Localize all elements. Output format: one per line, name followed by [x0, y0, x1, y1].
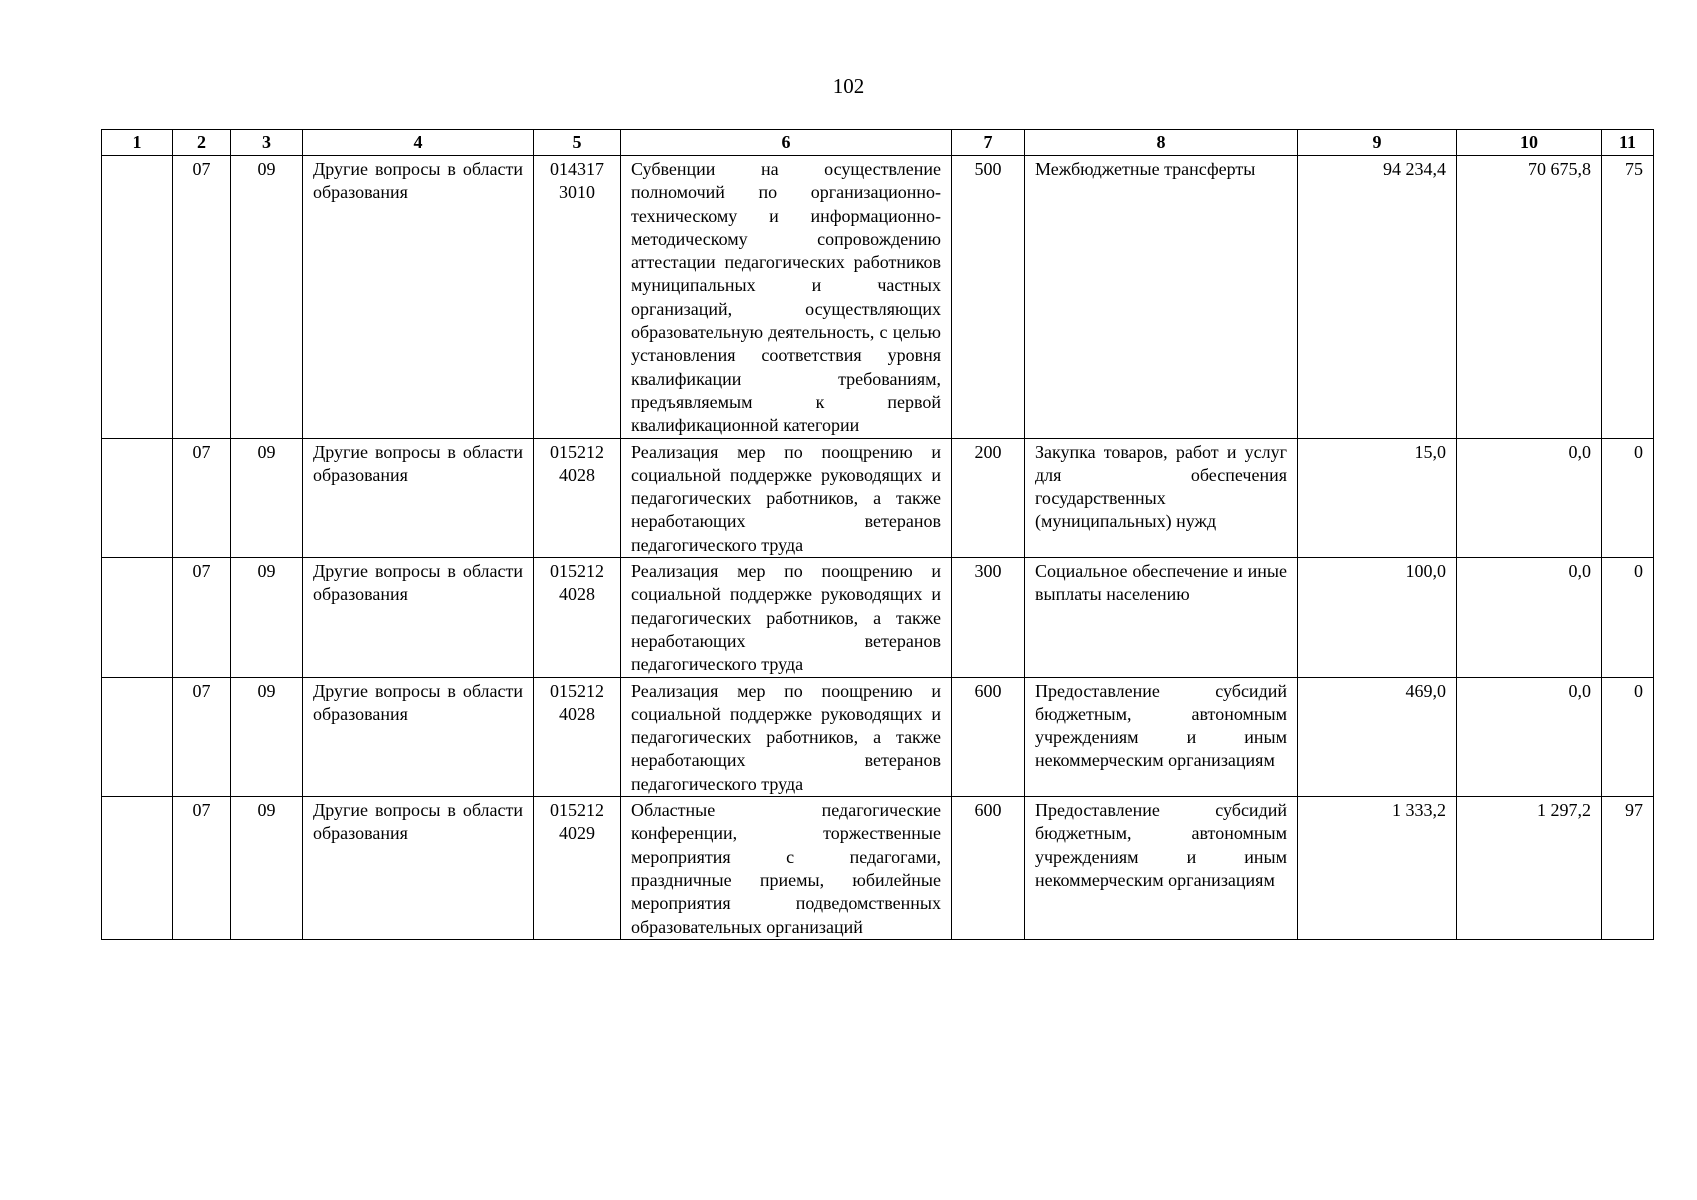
- cell-target-code: [534, 156, 621, 439]
- cell-target-code: [534, 558, 621, 677]
- code-part-2: 3010: [559, 182, 595, 203]
- cell-target-name: Реализация мер по поощрению и социальной поддержке руководящих и педагогических работников, а также неработающих ветеранов педагогического труда: [621, 558, 952, 677]
- cell-plan-amount: 94 234,4: [1298, 156, 1457, 439]
- cell-subsection-name: Другие вопросы в области образования: [303, 797, 534, 940]
- cell-col1: [102, 156, 173, 439]
- column-header: 6: [621, 130, 952, 156]
- cell-expense-type-code: 300: [952, 558, 1025, 677]
- cell-section: 07: [173, 677, 231, 796]
- cell-expense-type-code: 600: [952, 797, 1025, 940]
- code-part-1: 014317: [550, 159, 604, 179]
- cell-percent: 0: [1602, 677, 1654, 796]
- cell-subsection: 09: [231, 677, 303, 796]
- table-row: [102, 797, 1654, 940]
- code-part-1: 015212: [550, 680, 604, 701]
- cell-subsection-name: Другие вопросы в области образования: [303, 438, 534, 557]
- cell-percent: 75: [1602, 156, 1654, 439]
- cell-section: 07: [173, 558, 231, 677]
- cell-actual-amount: 0,0: [1457, 558, 1602, 677]
- cell-col1: [102, 558, 173, 677]
- cell-expense-type-code: 600: [952, 677, 1025, 796]
- cell-section: 07: [173, 438, 231, 557]
- column-header: 9: [1298, 130, 1457, 156]
- code-part-1: 015212: [550, 441, 604, 462]
- column-header: 10: [1457, 130, 1602, 156]
- cell-expense-type-name: Предоставление субсидий бюджетным, автономным учреждениям и иным некоммерческим организациям: [1025, 797, 1298, 940]
- table-row: [102, 677, 1654, 796]
- cell-col1: [102, 677, 173, 796]
- cell-target-code: [534, 677, 621, 796]
- cell-target-name: Реализация мер по поощрению и социальной поддержке руководящих и педагогических работников, а также неработающих ветеранов педагогического труда: [621, 438, 952, 557]
- cell-plan-amount: 1 333,2: [1298, 797, 1457, 940]
- table-row: [102, 558, 1654, 677]
- cell-target-code: [534, 797, 621, 940]
- cell-percent: 0: [1602, 438, 1654, 557]
- cell-subsection-name: Другие вопросы в области образования: [303, 558, 534, 677]
- cell-expense-type-name: Социальное обеспечение и иные выплаты населению: [1025, 558, 1298, 677]
- column-header: 8: [1025, 130, 1298, 156]
- code-part-1: 015212: [550, 800, 604, 821]
- cell-expense-type-name: Закупка товаров, работ и услуг для обеспечения государственных (муниципальных) нужд: [1025, 438, 1298, 557]
- code-part-2: 4029: [559, 823, 595, 844]
- header-row: [102, 130, 1654, 156]
- cell-col1: [102, 797, 173, 940]
- cell-target-name: Реализация мер по поощрению и социальной поддержке руководящих и педагогических работников, а также неработающих ветеранов педагогического труда: [621, 677, 952, 796]
- column-header: 11: [1602, 130, 1654, 156]
- cell-plan-amount: 469,0: [1298, 677, 1457, 796]
- column-header: 5: [534, 130, 621, 156]
- cell-col1: [102, 438, 173, 557]
- cell-subsection: 09: [231, 156, 303, 439]
- cell-subsection: 09: [231, 558, 303, 677]
- cell-expense-type-name: Межбюджетные трансферты: [1025, 156, 1298, 439]
- cell-expense-type-code: 500: [952, 156, 1025, 439]
- code-part-2: 4028: [559, 464, 595, 485]
- cell-expense-type-name: Предоставление субсидий бюджетным, автономным учреждениям и иным некоммерческим организациям: [1025, 677, 1298, 796]
- cell-expense-type-code: 200: [952, 438, 1025, 557]
- page-number: 102: [832, 74, 865, 98]
- cell-subsection: 09: [231, 797, 303, 940]
- cell-section: 07: [173, 797, 231, 940]
- code-part-2: 4028: [559, 703, 595, 724]
- column-header: 7: [952, 130, 1025, 156]
- table-row: [102, 156, 1654, 439]
- cell-subsection-name: Другие вопросы в области образования: [303, 156, 534, 439]
- cell-plan-amount: 100,0: [1298, 558, 1457, 677]
- budget-table: [101, 129, 1654, 940]
- cell-section: 07: [173, 156, 231, 439]
- column-header: 2: [173, 130, 231, 156]
- cell-actual-amount: 70 675,8: [1457, 156, 1602, 439]
- cell-actual-amount: 0,0: [1457, 677, 1602, 796]
- cell-subsection-name: Другие вопросы в области образования: [303, 677, 534, 796]
- column-header: 1: [102, 130, 173, 156]
- column-header: 4: [303, 130, 534, 156]
- column-header: 3: [231, 130, 303, 156]
- cell-subsection: 09: [231, 438, 303, 557]
- table-row: [102, 438, 1654, 557]
- cell-target-name: Субвенции на осуществление полномочий по организационно-техническому и информационно-методическому сопровождению аттестации педагогических работников муниципальных и частных организаций, осуществляющих образовательную деятельность, с целью установления соответствия уровня квалификации требованиям, предъявляемым к первой квалификационной категории: [621, 156, 952, 439]
- cell-percent: 97: [1602, 797, 1654, 940]
- cell-actual-amount: 1 297,2: [1457, 797, 1602, 940]
- cell-target-code: [534, 438, 621, 557]
- cell-percent: 0: [1602, 558, 1654, 677]
- cell-actual-amount: 0,0: [1457, 438, 1602, 557]
- cell-plan-amount: 15,0: [1298, 438, 1457, 557]
- cell-target-name: Областные педагогические конференции, торжественные мероприятия с педагогами, праздничные приемы, юбилейные мероприятия подведомственных образовательных организаций: [621, 797, 952, 940]
- code-part-1: 015212: [550, 561, 604, 582]
- code-part-2: 4028: [559, 584, 595, 605]
